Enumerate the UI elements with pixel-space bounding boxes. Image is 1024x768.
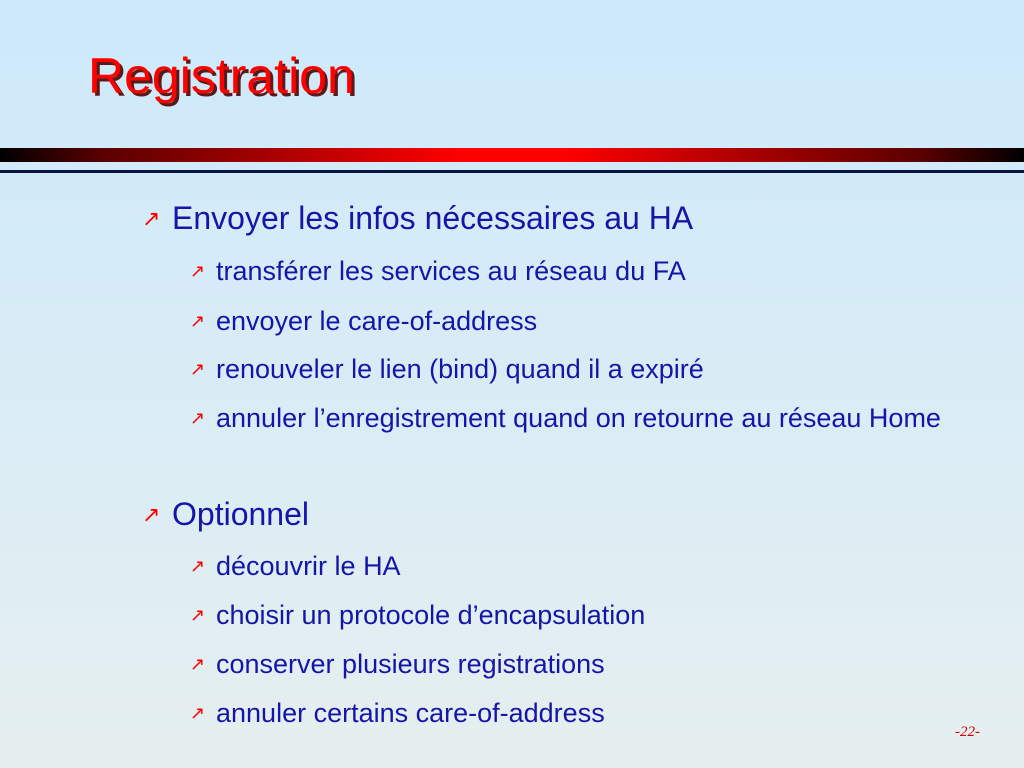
bullet-item-level2 [190, 692, 956, 734]
bullet-arrow-icon: ↗ [190, 556, 206, 577]
bullet-arrow-icon: ↗ [190, 605, 206, 626]
slide-title: Registration [88, 48, 355, 104]
bullet-arrow-icon: ↗ [190, 703, 206, 724]
bullet-arrow-icon: ↗ [190, 261, 206, 282]
bullet-item-level2 [190, 643, 956, 685]
bullet-item-level1 [142, 200, 694, 236]
bullet-text: annuler l’enregistrement quand on retourne au réseau Home [216, 403, 941, 433]
bullet-arrow-icon: ↗ [190, 359, 206, 380]
bullet-text: conserver plusieurs registrations [216, 649, 605, 679]
bullet-item-level2 [190, 300, 956, 342]
bullet-item-level2 [190, 348, 956, 390]
bullet-arrow-icon: ↗ [190, 408, 206, 429]
bullet-text: envoyer le care-of-address [216, 306, 538, 336]
page-number: -22- [955, 724, 980, 740]
bullet-text: annuler certains care-of-address [216, 698, 605, 728]
bullet-text: Optionnel [172, 496, 309, 532]
bullet-arrow-icon: ↗ [190, 654, 206, 675]
bullet-item-level1 [142, 496, 309, 532]
bullet-arrow-icon: ↗ [190, 311, 206, 332]
bullet-text: transférer les services au réseau du FA [216, 256, 686, 286]
bullet-item-level2 [190, 594, 956, 636]
bullet-item-level2 [190, 250, 956, 292]
bullet-text: Envoyer les infos nécessaires au HA [172, 200, 694, 236]
bullet-item-level2 [190, 545, 956, 587]
bullet-text: découvrir le HA [216, 551, 401, 581]
bullet-text: choisir un protocole d’encapsulation [216, 600, 646, 630]
bullet-arrow-icon: ↗ [142, 207, 161, 232]
bullet-arrow-icon: ↗ [142, 503, 161, 528]
bullet-item-level2 [190, 397, 956, 439]
bullet-text: renouveler le lien (bind) quand il a expiré [216, 354, 704, 384]
